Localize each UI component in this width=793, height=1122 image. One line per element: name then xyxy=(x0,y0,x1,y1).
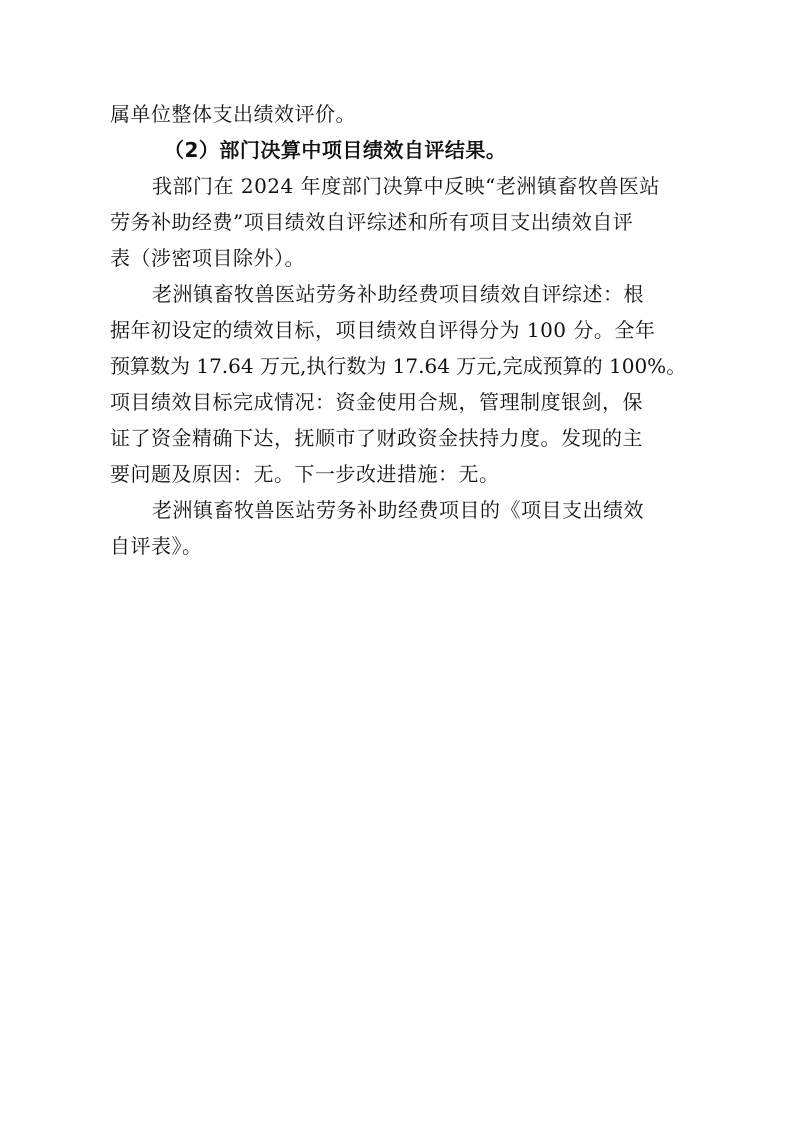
paragraph-1-line-1: 我部门在 2024 年度部门决算中反映“老洲镇畜牧兽医站 xyxy=(152,174,660,198)
document-body xyxy=(110,96,690,564)
paragraph-1-line-2: 劳务补助经费”项目绩效自评综述和所有项目支出绩效自评 xyxy=(110,210,634,234)
paragraph-2-line-2: 据年初设定的绩效目标，项目绩效自评得分为 100 分。全年 xyxy=(110,318,656,342)
paragraph-2-line-6: 要问题及原因：无。下一步改进措施：无。 xyxy=(110,462,500,486)
paragraph-2-line-5: 证了资金精确下达，抚顺市了财政资金扶持力度。发现的主 xyxy=(110,426,643,450)
section-heading: （2）部门决算中项目绩效自评结果。 xyxy=(164,138,507,162)
paragraph-2-line-4: 项目绩效目标完成情况：资金使用合规，管理制度银剑，保 xyxy=(110,390,643,414)
paragraph-continuation-line: 属单位整体支出绩效评价。 xyxy=(110,102,356,126)
paragraph-2-line-3: 预算数为 17.64 万元,执行数为 17.64 万元,完成预算的 100%。 xyxy=(110,354,687,378)
paragraph-3-line-2: 自评表》。 xyxy=(110,534,203,558)
paragraph-2-line-1: 老洲镇畜牧兽医站劳务补助经费项目绩效自评综述：根 xyxy=(152,282,644,306)
paragraph-3-line-1: 老洲镇畜牧兽医站劳务补助经费项目的《项目支出绩效 xyxy=(152,498,644,522)
paragraph-1-line-3: 表（涉密项目除外）。 xyxy=(110,246,305,270)
